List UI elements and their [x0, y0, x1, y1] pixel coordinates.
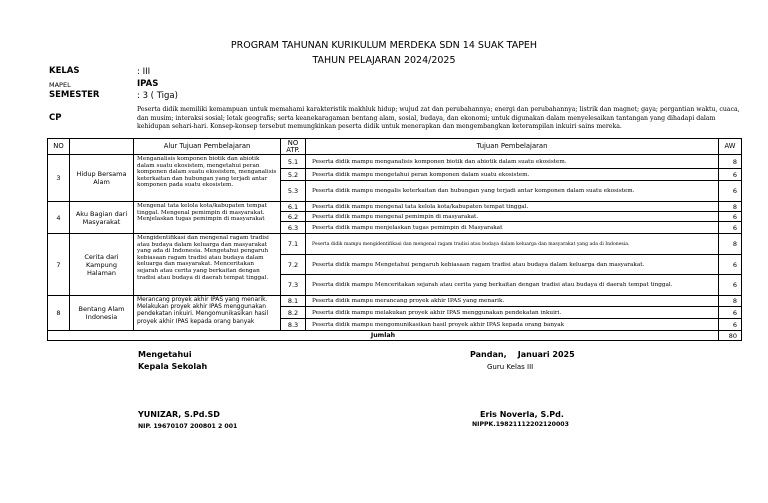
- aw-value: 6: [719, 255, 742, 275]
- total-label: Jumlah: [48, 331, 719, 341]
- header-elemen: [70, 139, 134, 155]
- total-value: 80: [719, 331, 742, 341]
- aw-value: 8: [719, 202, 742, 212]
- teacher-role: Guru Kelas III: [487, 363, 534, 371]
- table-row: [48, 296, 742, 307]
- atp-number: 6.1: [281, 202, 306, 212]
- group-no: 4: [48, 202, 70, 234]
- header-aw: AW: [719, 139, 742, 155]
- tujuan-text: Peserta didik mampu mengetahui peran komponen dalam suatu ekosistem.: [306, 169, 719, 181]
- header-alur: Alur Tujuan Pembelajaran: [134, 139, 281, 155]
- aw-value: 6: [719, 319, 742, 331]
- aw-value: 6: [719, 307, 742, 319]
- group-alur: Merancang proyek akhir IPAS yang menarik. Melakukan proyek akhir IPAS menggunakan pendekatan inkuiri. Mengomunikasikan hasil proyek akhir IPAS kepada orang banyak: [134, 296, 281, 331]
- atp-number: 5.1: [281, 155, 306, 169]
- cp-label: CP: [49, 113, 62, 123]
- atp-number: 7.2: [281, 255, 306, 275]
- group-no: 8: [48, 296, 70, 331]
- aw-value: 6: [719, 222, 742, 234]
- principal-nip: NIP. 19670107 200801 2 001: [138, 423, 238, 430]
- acknowledged-label: Mengetahui: [138, 350, 192, 359]
- atp-number: 5.3: [281, 181, 306, 202]
- mapel-value: IPAS: [137, 79, 159, 89]
- aw-value: 6: [719, 212, 742, 222]
- group-elemen: Aku Bagian dari Masyarakat: [70, 202, 134, 234]
- aw-value: 8: [719, 234, 742, 255]
- semester-label: SEMESTER: [49, 90, 100, 100]
- kelas-label: KELAS: [49, 66, 80, 76]
- group-elemen: Cerita dari Kampung Halaman: [70, 234, 134, 296]
- tujuan-text: Peserta didik mampu merancang proyek akhir IPAS yang menarik.: [306, 296, 719, 307]
- tujuan-text: Peserta didik mampu menjelaskan tugas pemimpin di Masyarakat: [306, 222, 719, 234]
- atp-number: 8.3: [281, 319, 306, 331]
- kelas-value: : III: [137, 67, 151, 77]
- tujuan-text: Peserta didik mampu Menceritakan sejarah atau cerita yang berkaitan dengan tradisi atau budaya di daerah tempat tinggal.: [306, 275, 719, 296]
- semester-value: : 3 ( Tiga): [137, 91, 178, 101]
- total-row: [48, 331, 742, 341]
- header-no: NO: [48, 139, 70, 155]
- group-elemen: Bentang Alam Indonesia: [70, 296, 134, 331]
- group-no: 3: [48, 155, 70, 202]
- program-table: [47, 138, 742, 341]
- document-title: PROGRAM TAHUNAN KURIKULUM MERDEKA SDN 14 SUAK TAPEH: [230, 40, 538, 51]
- group-elemen: Hidup Bersama Alam: [70, 155, 134, 202]
- header-no-atp: NO ATP.: [281, 139, 306, 155]
- table-row: [48, 202, 742, 212]
- aw-value: 8: [719, 155, 742, 169]
- tujuan-text: Peserta didik mampu mengalis keterkaitan dan hubungan yang terjadi antar komponen dalam suatu ekosistem.: [306, 181, 719, 202]
- atp-number: 7.3: [281, 275, 306, 296]
- cp-text: Peserta didik memiliki kemampuan untuk memahami karakteristik makhluk hidup; wujud zat dan perubahannya; energi dan perubahannya; listrik dan magnet; gaya; pergantian waktu, cuaca, dan musim; interaksi sosial; letak geografis; serta keanekaragaman bentang alam, sosial, budaya, dan ekonomi; untuk digunakan dalam menyelesaikan tantangan yang dihadapi dalam kehidupan sehari-hari. Konsep-konsep tersebut memungkinkan peserta didik untuk menerapkan dan mengembangkan keterampilan inkuiri sains mereka.: [137, 106, 740, 131]
- group-alur: Menganalisis komponen biotik dan abiotik dalam suatu ekosistem, mengetahui peran komponen dalam suatu ekosistem, menganalisis keterkaitan dan hubungan yang terjadi antar komponen pada suatu ekosistem.: [134, 155, 281, 202]
- teacher-nip: NIPPK.19821112202120003: [472, 421, 569, 428]
- atp-number: 8.1: [281, 296, 306, 307]
- atp-number: 7.1: [281, 234, 306, 255]
- table-row: [48, 155, 742, 169]
- atp-number: 6.2: [281, 212, 306, 222]
- aw-value: 8: [719, 296, 742, 307]
- principal-name: YUNIZAR, S.Pd.SD: [138, 410, 220, 419]
- tujuan-text: Peserta didik mampu mengomunikasikan hasil proyek akhir IPAS kepada orang banyak: [306, 319, 719, 331]
- aw-value: 6: [719, 169, 742, 181]
- mapel-label: MAPEL: [49, 81, 71, 89]
- atp-number: 8.2: [281, 307, 306, 319]
- tujuan-text: Peserta didik mampu mengenal tata kelola kota/kabupaten tempat tinggal.: [306, 202, 719, 212]
- tujuan-text: Peserta didik mampu mengenal pemimpin di masyarakat.: [306, 212, 719, 222]
- academic-year: TAHUN PELAJARAN 2024/2025: [312, 55, 456, 66]
- tujuan-text: Peserta didik mampu Mengetahui pengaruh kebiasaan ragam tradisi atau budaya dalam keluarga dan masyarakat.: [306, 255, 719, 275]
- table-row: [48, 234, 742, 255]
- group-alur: Mengenal tata kelola kota/kabupaten tempat tinggal. Mengenal pemimpin di masyarakat. Menjelaskan tugas pemimpin di masyarakat: [134, 202, 281, 234]
- table-header-row: [48, 139, 742, 155]
- tujuan-text: Peserta didik mampu menganalisis komponen biotik dan abiotik dalam suatu ekosistem.: [306, 155, 719, 169]
- aw-value: 6: [719, 275, 742, 296]
- place-date: Pandan, Januari 2025: [470, 350, 575, 359]
- teacher-name: Eris Noverla, S.Pd.: [480, 410, 564, 419]
- tujuan-text: Peserta didik mampu melakukan proyek akhir IPAS menggunakan pendekatan inkuiri.: [306, 307, 719, 319]
- tujuan-text: Peserta didik mampu mengidentifikasi dan mengenal ragam tradisi atau budaya dalam keluarga dan masyarakat yang ada di Indonesia.: [306, 234, 719, 255]
- group-alur: Mengidentifikasi dan mengenal ragam tradisi atau budaya dalam keluarga dan masyarakat yang ada di Indonesia. Mengetahui pengaruh kebiasaan ragam tradisi atau budaya dalam keluarga dan masyarakat. Menceritakan sejarah atau cerita yang berkaitan dengan tradisi atau budaya di daerah tempat tinggal.: [134, 234, 281, 296]
- group-no: 7: [48, 234, 70, 296]
- header-tujuan: Tujuan Pembelajaran: [306, 139, 719, 155]
- atp-number: 5.2: [281, 169, 306, 181]
- principal-role: Kepala Sekolah: [138, 362, 208, 371]
- aw-value: 6: [719, 181, 742, 202]
- atp-number: 6.3: [281, 222, 306, 234]
